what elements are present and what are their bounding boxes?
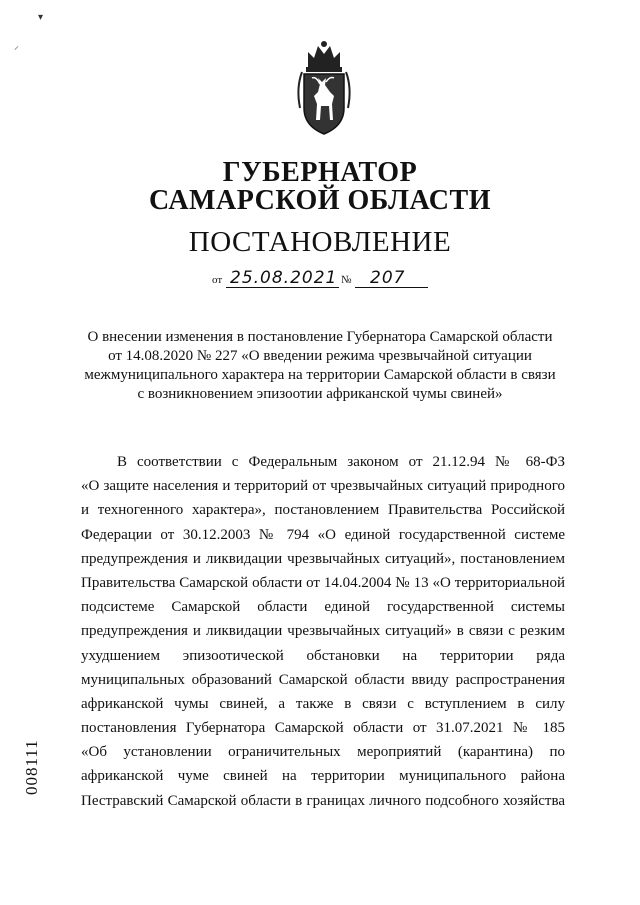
- issuer-title-line1: ГУБЕРНАТОР: [222, 157, 418, 188]
- body-line: «О защите населения и территорий от чрезвычайных ситуаций природного: [81, 478, 565, 495]
- subject-line: межмуниципального характера на территории Самарской области в связи: [84, 367, 556, 383]
- date-number-line: [212, 268, 442, 292]
- body-line: Пестравский Самарской области в границах личного подсобного хозяйства: [81, 792, 565, 809]
- from-label: от: [212, 274, 223, 286]
- subject-line: от 14.08.2020 № 227 «О введении режима чрезвычайной ситуации: [108, 348, 532, 364]
- document-type: ПОСТАНОВЛЕНИЕ: [188, 226, 452, 258]
- subject-line: с возникновением эпизоотии африканской чумы свиней»: [137, 386, 503, 402]
- body-line: Правительства Самарской области от 14.04.2004 № 13 «О территориальной: [81, 574, 565, 591]
- body-line: Федерации от 30.12.2003 № 794 «О единой государственной системе: [81, 526, 565, 543]
- number-label: №: [341, 274, 352, 286]
- body-paragraph: [81, 450, 565, 813]
- coat-of-arms-emblem: [292, 38, 356, 138]
- body-line: африканской чумы свиней, а также в связи с вступлением в силу: [81, 695, 565, 712]
- side-registration-number: 008111: [22, 739, 41, 795]
- scan-speck: ⸝: [14, 41, 19, 52]
- subject-line: О внесении изменения в постановление Губернатора Самарской области: [87, 329, 553, 345]
- body-line: и техногенного характера», постановлением Правительства Российской: [81, 502, 565, 519]
- body-line: подсистеме Самарской области единой государственной системы: [81, 599, 565, 616]
- body-line: муниципальных образований Самарской области ввиду распространения: [81, 671, 565, 688]
- samara-region-coat-of-arms-icon: [292, 38, 356, 138]
- body-line: африканской чуме свиней на территории муниципального района: [81, 768, 565, 785]
- handwritten-date: 25.08.2021: [230, 268, 338, 288]
- body-line: В соответствии с Федеральным законом от 21.12.94 № 68-ФЗ: [117, 454, 565, 470]
- issuer-title-line2: САМАРСКОЙ ОБЛАСТИ: [149, 185, 491, 216]
- document-subject: [70, 328, 570, 404]
- scan-speck: ▾: [38, 12, 44, 23]
- handwritten-number: 207: [370, 268, 406, 288]
- body-line: постановления Губернатора Самарской области от 31.07.2021 № 185: [81, 720, 565, 737]
- body-line: ухудшением эпизоотической обстановки на территории ряда: [81, 647, 565, 664]
- body-line: предупреждения и ликвидации чрезвычайных ситуаций» в связи с резким: [81, 623, 565, 640]
- body-line: предупреждения и ликвидации чрезвычайных ситуаций», постановлением: [81, 550, 565, 567]
- body-line: «Об установлении ограничительных мероприятий (карантина) по: [81, 744, 565, 761]
